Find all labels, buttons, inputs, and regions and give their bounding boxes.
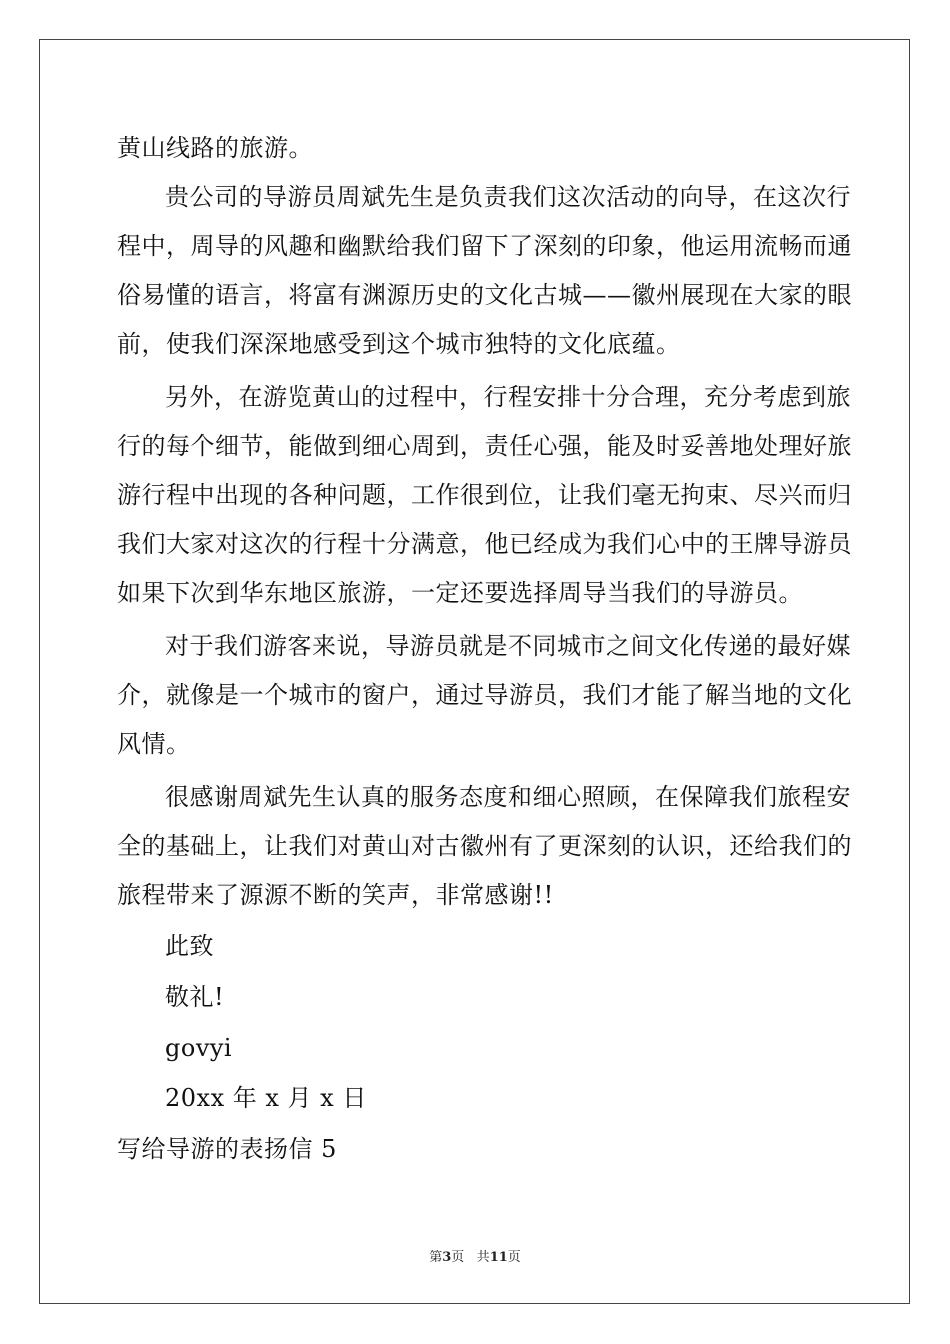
text-line: 另外，在游览黄山的过程中，行程安排十分合理，充分考虑到旅 <box>165 383 851 411</box>
text-line: 如果下次到华东地区旅游，一定还要选择周导当我们的导游员。 <box>117 579 803 607</box>
text-line: 前，使我们深深地感受到这个城市独特的文化底蕴。 <box>117 330 681 358</box>
text-line: 旅程带来了源源不断的笑声，非常感谢!! <box>117 881 554 909</box>
signature: govyi <box>165 1034 233 1062</box>
section-title: 写给导游的表扬信 5 <box>117 1135 337 1163</box>
footer-prefix: 第 <box>429 1250 443 1265</box>
text-line: 游行程中出现的各种问题，工作很到位，让我们毫无拘束、尽兴而归 <box>117 481 852 509</box>
page-footer <box>0 1246 950 1265</box>
text-line: 我们大家对这次的行程十分满意，他已经成为我们心中的王牌导游员 <box>117 530 852 558</box>
text-line: 贵公司的导游员周斌先生是负责我们这次活动的向导，在这次行 <box>165 183 851 211</box>
text-line: 对于我们游客来说，导游员就是不同城市之间文化传递的最好媒 <box>165 632 851 660</box>
footer-page-suffix: 页 <box>451 1250 465 1265</box>
date-line: 20xx 年 x 月 x 日 <box>165 1084 367 1112</box>
text-line: 程中，周导的风趣和幽默给我们留下了深刻的印象，他运用流畅而通 <box>117 232 852 260</box>
footer-total-prefix: 共 <box>476 1250 490 1265</box>
page-number: 3 <box>442 1250 452 1265</box>
total-pages: 11 <box>489 1250 508 1265</box>
closing-line: 此致 <box>165 932 214 960</box>
text-line: 行的每个细节，能做到细心周到，责任心强，能及时妥善地处理好旅 <box>117 432 852 460</box>
footer-total-suffix: 页 <box>507 1250 521 1265</box>
text-line: 风情。 <box>117 730 191 758</box>
text-line: 全的基础上，让我们对黄山对古徽州有了更深刻的认识，还给我们的 <box>117 832 852 860</box>
page-border <box>39 39 910 1304</box>
text-line: 俗易懂的语言，将富有渊源历史的文化古城——徽州展现在大家的眼 <box>117 281 852 309</box>
text-line: 介，就像是一个城市的窗户，通过导游员，我们才能了解当地的文化 <box>117 681 852 709</box>
text-line: 黄山线路的旅游。 <box>117 134 313 162</box>
salutation-line: 敬礼! <box>165 983 225 1011</box>
text-line: 很感谢周斌先生认真的服务态度和细心照顾，在保障我们旅程安 <box>165 783 851 811</box>
